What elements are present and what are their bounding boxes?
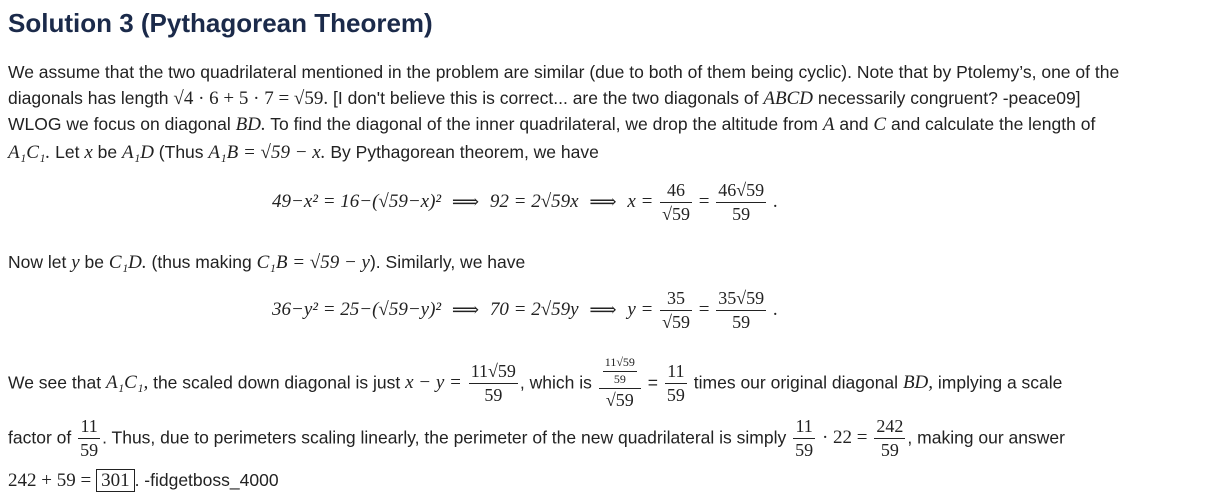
text: (Thus [158,142,204,162]
math-c: C [873,114,887,135]
numerator: 35 [660,288,692,311]
math-x-minus-y: x − y = [405,372,462,394]
comment-text-end: necessarily congruent? -peace09] [817,88,1081,108]
fraction-11sqrt59-over-59 [469,361,518,405]
text: We see that [8,372,102,393]
math-bd: BD. [235,114,266,135]
paragraph-line-5 [8,252,525,274]
paragraph-line-7 [8,416,1065,460]
text: We assume that the two quadrilateral mentioned in the problem are similar (due to both of them being cyclic). Note that by Ptolemy’s, one of the [8,62,1120,82]
paragraph-line-2 [8,88,1081,110]
author-signature: . -fidgetboss_4000 [134,470,279,490]
fraction-11-over-59 [793,416,815,460]
math-sum: 242 + 59 = [8,470,92,491]
text: To find the diagonal of the inner quadrilateral, we drop the altitude from [270,114,818,134]
text: diagonals has length [8,88,169,108]
ptolemy-expression: √4 · 6 + 5 · 7 = √59. [173,88,329,109]
eq2-y: y = [627,299,654,321]
denominator: 59 [732,311,751,332]
text: Now let [8,252,67,272]
equation-1 [272,180,778,224]
numerator: 242 [874,416,905,439]
numerator: 11 [78,416,100,439]
math-c1d: C₁D. [108,252,147,273]
math-abcd: ABCD [763,88,813,109]
denominator: 59 [795,439,814,460]
period: . [772,299,778,321]
text: WLOG we focus on diagonal [8,114,231,134]
implies-symbol: ⟹ [451,191,480,213]
numerator: 46 [660,180,692,203]
eq1-lhs: 49−x² = 16−(√59−x)² [272,191,442,213]
paragraph-line-8 [8,470,279,492]
denominator: 59 [80,439,99,460]
text: be [84,252,105,272]
math-x: x [84,142,93,163]
inner-fraction [603,356,637,387]
text: the scaled down diagonal is just [153,372,401,393]
denominator: √59 [662,203,690,224]
denominator: 59 [666,384,685,405]
denominator: √59 [605,389,634,410]
text: implying a scale [937,372,1063,393]
eq2-fraction-2 [716,288,766,332]
numerator: 11√59 [603,356,637,372]
equation-2 [272,288,778,332]
text: Let [55,142,80,162]
paragraph-line-1 [8,62,1119,83]
paragraph-line-3 [8,114,1095,136]
text: ). Similarly, we have [369,252,526,272]
comment-text: [I don't believe this is correct... are the two diagonals of [333,88,759,108]
math-a1c1: A₁C₁. [8,142,51,163]
numerator: 11 [665,361,687,384]
implies-symbol: ⟹ [451,299,480,321]
fraction-11-over-59 [665,361,687,405]
eq2-fraction-1 [660,288,692,332]
equals-symbol: = [647,372,659,393]
numerator: 35√59 [716,288,766,311]
text: factor of [8,427,72,448]
implies-symbol: ⟹ [589,299,617,321]
denominator: 59 [732,203,751,224]
eq1-mid: 92 = 2√59x [489,191,579,213]
math-y: y [71,252,80,273]
numerator [599,356,641,389]
boxed-answer: 301 [96,469,135,492]
text: and calculate the length of [890,114,1096,134]
text: times our original diagonal [693,372,899,393]
denominator: 59 [880,439,899,460]
text: , making our answer [907,427,1065,448]
text: , which is [519,372,592,393]
text: be [97,142,118,162]
paragraph-line-6 [8,356,1062,410]
paragraph-line-4 [8,142,599,164]
numerator: 11 [793,416,815,439]
math-bd: BD, [902,372,934,394]
denominator: √59 [662,311,690,332]
math-a1d: A₁D [121,142,154,163]
eq2-lhs: 36−y² = 25−(√59−y)² [272,299,442,321]
text: and [839,114,869,134]
numerator: 46√59 [716,180,766,203]
denominator: 59 [613,371,626,386]
eq1-fraction-2 [716,180,766,224]
eq1-fraction-1 [660,180,692,224]
text: (thus making [151,252,252,272]
implies-symbol: ⟹ [589,191,617,213]
eq2-mid: 70 = 2√59y [489,299,579,321]
solution-heading: Solution 3 (Pythagorean Theorem) [8,8,433,38]
denominator: 59 [484,384,503,405]
multiply-22: · 22 = [821,427,868,449]
fraction-11-over-59 [78,416,100,460]
math-a1b: A₁B = √59 − x. [208,142,326,163]
equals-symbol: = [698,299,710,321]
equals-symbol: = [698,191,710,213]
math-c1b: C₁B = √59 − y [256,252,370,273]
numerator: 11√59 [469,361,518,384]
text: . Thus, due to perimeters scaling linearly, the perimeter of the new quadrilateral is simply [102,427,787,448]
math-a1c1: A₁C₁, [105,372,149,394]
fraction-242-over-59 [874,416,905,460]
nested-fraction [599,356,641,410]
math-a: A [822,114,835,135]
eq1-x: x = [627,191,654,213]
period: . [772,191,778,213]
text: By Pythagorean theorem, we have [330,142,599,162]
